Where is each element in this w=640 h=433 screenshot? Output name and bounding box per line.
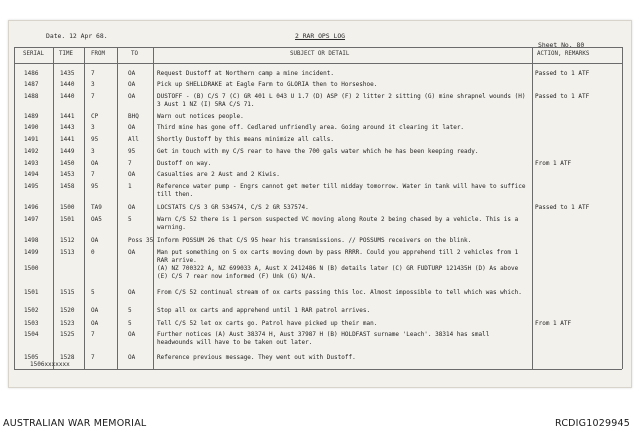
entry-from: 3 xyxy=(91,148,95,155)
entry-time: 1528 xyxy=(60,354,75,361)
entry-serial: 1486 xyxy=(24,70,39,77)
entry-from: 7 xyxy=(91,171,95,178)
entry-time: 1525 xyxy=(60,331,75,338)
entry-detail: Further notices (A) Aust 38374 H, Aust 37987 H (B) HOLDFAST surname 'Leach'. 38314 has small headwounds will have to be taken out later. xyxy=(157,331,490,347)
entry-from: OA xyxy=(91,237,99,244)
entry-time: 1443 xyxy=(60,124,75,131)
entry-detail: Warn C/S 52 there is 1 person suspected VC moving along Route 2 being chased by a vehicle. This is a warning. xyxy=(157,216,519,232)
entry-action: From 1 ATF xyxy=(535,160,572,167)
entry-serial: 1490 xyxy=(24,124,39,131)
column-header-serial: SERIAL xyxy=(23,51,44,57)
entry-serial: 1498 xyxy=(24,237,39,244)
entry-time: 1512 xyxy=(60,237,75,244)
entry-to: OA xyxy=(128,249,136,256)
entry-detail: LOCSTATS C/S 3 GR 534574, C/S 2 GR 537574. xyxy=(157,204,309,211)
entry-time: 1453 xyxy=(60,171,75,178)
entry-detail: Third mine has gone off. Cedlared unfriendly area. Going around it clearing it later. xyxy=(157,124,465,131)
entry-serial: 1491 xyxy=(24,136,39,143)
entry-time: 1449 xyxy=(60,148,75,155)
entry-action: Passed to 1 ATF xyxy=(535,204,590,211)
struck-serial: 1506xxxxxxx xyxy=(30,361,70,368)
column-rule xyxy=(117,47,118,369)
entry-from: 3 xyxy=(91,124,95,131)
entry-time: 1523 xyxy=(60,320,75,327)
entry-detail: Get in touch with my C/S rear to have the 700 gals water which he has been keeping ready. xyxy=(157,148,479,155)
entry-time: 1441 xyxy=(60,136,75,143)
entry-serial: 1488 xyxy=(24,93,39,100)
entry-from: OA5 xyxy=(91,216,102,223)
entry-serial: 1489 xyxy=(24,113,39,120)
entry-to: 95 xyxy=(128,148,136,155)
entry-detail: Dustoff on way. xyxy=(157,160,212,167)
table-bottom-rule xyxy=(14,369,622,370)
entry-from: 7 xyxy=(91,354,95,361)
entry-to: OA xyxy=(128,81,136,88)
entry-from: 95 xyxy=(91,136,99,143)
entry-detail: Casualties are 2 Aust and 2 Kiwis. xyxy=(157,171,280,178)
entry-detail: Pick up SHELLDRAKE at Eagle Farm to GLORIA then to Horseshoe. xyxy=(157,81,378,88)
entry-detail: Stop all ox carts and apprehend until 1 RAR patrol arrives. xyxy=(157,307,371,314)
entry-to: Poss 35 xyxy=(128,237,154,244)
entry-time: 1500 xyxy=(60,204,75,211)
entry-from: TA9 xyxy=(91,204,102,211)
entry-serial: 1500 xyxy=(24,265,39,272)
column-rule xyxy=(532,47,533,369)
entry-serial: 1501 xyxy=(24,289,39,296)
column-header-from: FROM xyxy=(91,51,105,57)
entry-serial: 1505 xyxy=(24,354,39,361)
entry-detail: Warn out notices people. xyxy=(157,113,244,120)
entry-serial: 1499 xyxy=(24,249,39,256)
entry-from: OA xyxy=(91,320,99,327)
column-rule xyxy=(622,47,623,369)
entry-serial: 1502 xyxy=(24,307,39,314)
entry-detail: Shortly Dustoff by this means minimize all calls. xyxy=(157,136,335,143)
footer-archive-name: AUSTRALIAN WAR MEMORIAL xyxy=(3,418,147,429)
entry-to: OA xyxy=(128,331,136,338)
entry-time: 1520 xyxy=(60,307,75,314)
entry-detail: Request Dustoff at Northern camp a mine incident. xyxy=(157,70,335,77)
entry-time: 1440 xyxy=(60,93,75,100)
entry-detail: From C/S 52 continual stream of ox carts passing this loc. Almost impossible to tell which was which. xyxy=(157,289,522,296)
entry-detail: Man put something on 5 ox carts moving down by pass RRRR. Could you apprehend till 2 vehicles from 1 RAR arrive. xyxy=(157,249,519,265)
entry-detail: Reference water pump - Engrs cannot get meter till midday tomorrow. Water in tank will have to suffice till then. xyxy=(157,183,526,199)
entry-to: 7 xyxy=(128,160,132,167)
entry-serial: 1504 xyxy=(24,331,39,338)
column-header-action: ACTION, REMARKS xyxy=(537,51,590,57)
entry-serial: 1496 xyxy=(24,204,39,211)
entry-from: CP xyxy=(91,113,99,120)
entry-to: 1 xyxy=(128,183,132,190)
column-rule xyxy=(153,47,154,369)
entry-time: 1441 xyxy=(60,113,75,120)
entry-from: 0 xyxy=(91,249,95,256)
entry-from: OA xyxy=(91,160,99,167)
entry-detail: DUSTOFF - (B) C/S 7 (C) GR 401 L 043 U 1.7 (D) ASP (F) 2 litter 2 sitting (G) mine shrapnel wounds (H) 3 Aust 1 NZ (I) 5RA C/S 71. xyxy=(157,93,526,109)
entry-from: 7 xyxy=(91,331,95,338)
entry-serial: 1497 xyxy=(24,216,39,223)
entry-from: OA xyxy=(91,307,99,314)
column-header-to: TO xyxy=(131,51,138,57)
entry-from: 95 xyxy=(91,183,99,190)
entry-time: 1513 xyxy=(60,249,75,256)
entry-to: OA xyxy=(128,204,136,211)
entry-to: OA xyxy=(128,171,136,178)
header-top-rule xyxy=(14,47,622,48)
entry-serial: 1503 xyxy=(24,320,39,327)
entry-to: All xyxy=(128,136,139,143)
entry-serial: 1495 xyxy=(24,183,39,190)
entry-detail: Inform POSSUM 26 that C/S 95 hear his transmissions. // POSSUMS receivers on the blink. xyxy=(157,237,472,244)
entry-action: Passed to 1 ATF xyxy=(535,93,590,100)
entry-to: OA xyxy=(128,354,136,361)
entry-serial: 1487 xyxy=(24,81,39,88)
entry-from: 7 xyxy=(91,70,95,77)
header-bottom-rule xyxy=(14,63,622,64)
entry-detail: Tell C/S 52 let ox carts go. Patrol have picked up their man. xyxy=(157,320,378,327)
entry-to: OA xyxy=(128,70,136,77)
entry-serial: 1494 xyxy=(24,171,39,178)
entry-to: BHQ xyxy=(128,113,139,120)
entry-time: 1435 xyxy=(60,70,75,77)
entry-to: OA xyxy=(128,93,136,100)
log-title: 2 RAR OPS LOG xyxy=(295,32,346,40)
entry-to: 5 xyxy=(128,307,132,314)
entry-to: 5 xyxy=(128,216,132,223)
entry-time: 1501 xyxy=(60,216,75,223)
entry-to: 5 xyxy=(128,320,132,327)
entry-time: 1440 xyxy=(60,81,75,88)
entry-serial: 1492 xyxy=(24,148,39,155)
entry-detail: (A) NZ 700322 A, NZ 699033 A, Aust X 2412486 N (B) details later (C) GR FUDTURP 121435H (D) As above (E) C/S 7 rear now informed (F) Unk (G) N/A. xyxy=(157,265,519,281)
column-header-time: TIME xyxy=(59,51,73,57)
entry-to: OA xyxy=(128,124,136,131)
footer-record-id: RCDIG1029945 xyxy=(555,418,630,429)
column-rule xyxy=(53,47,54,369)
entry-action: From 1 ATF xyxy=(535,320,572,327)
log-date: Date. 12 Apr 68. xyxy=(46,32,108,40)
column-rule xyxy=(14,47,15,369)
column-header-subject: SUBJECT OR DETAIL xyxy=(290,51,350,57)
entry-from: 7 xyxy=(91,93,95,100)
entry-serial: 1493 xyxy=(24,160,39,167)
entry-detail: Reference previous message. They went out with Dustoff. xyxy=(157,354,356,361)
entry-time: 1515 xyxy=(60,289,75,296)
entry-from: 5 xyxy=(91,289,95,296)
entry-to: OA xyxy=(128,289,136,296)
entry-action: Passed to 1 ATF xyxy=(535,70,590,77)
entry-from: 3 xyxy=(91,81,95,88)
entry-time: 1450 xyxy=(60,160,75,167)
column-rule xyxy=(84,47,85,369)
sheet-number: Sheet No. 80 xyxy=(538,41,585,49)
entry-time: 1458 xyxy=(60,183,75,190)
